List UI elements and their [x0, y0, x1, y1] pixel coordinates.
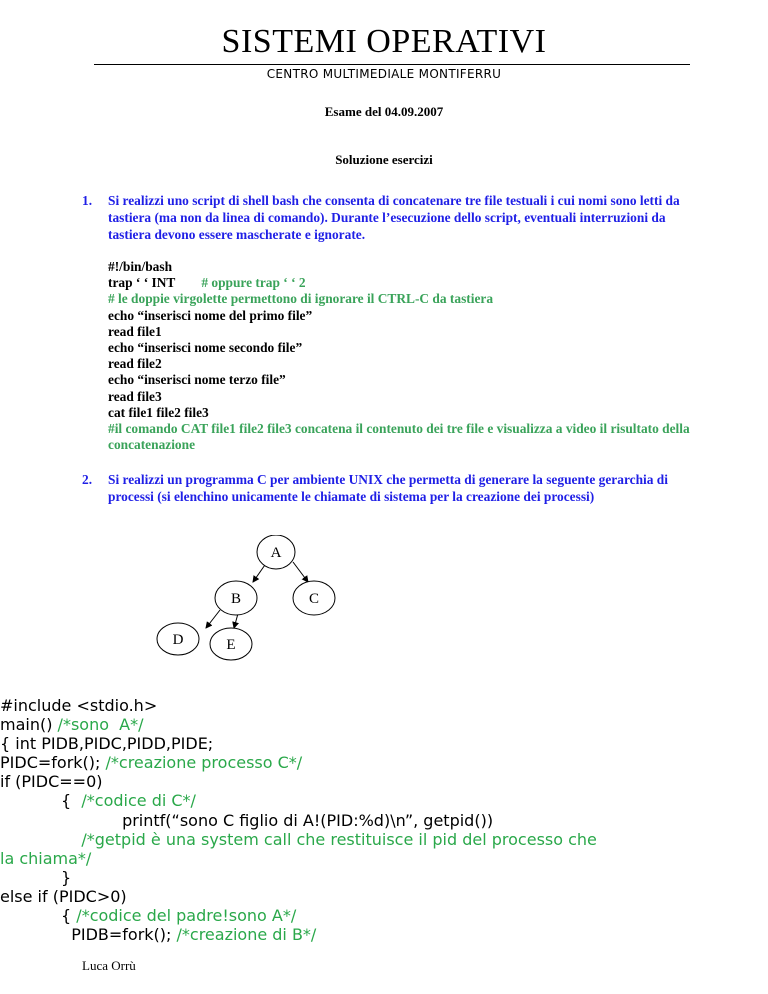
question-1 [82, 192, 690, 243]
code-line-12 [0, 906, 700, 925]
code-line-12-comment: /*codice del padre!sono A*/ [76, 906, 297, 926]
code-line-13 [0, 925, 700, 944]
code-line-1: #include <stdio.h> [0, 696, 158, 715]
page-subtitle: CENTRO MULTIMEDIALE MONTIFERRU [266, 67, 502, 81]
script-trap-line [108, 275, 698, 291]
node-c [293, 581, 335, 615]
code-line-5: if (PIDC==0) [0, 772, 103, 792]
process-tree [150, 535, 370, 665]
script-trap-cmd: trap ‘ ‘ INT [108, 275, 176, 291]
question-1-text: Si realizzi uno script di shell bash che consenta di concatenare tre file testuali i cui nomi sono letti da tastiera (ma non da linea di comando). Durante l’esecuzione dello script, eventuali interruzioni da tastiera devono essere mascherate e ignorate. [108, 193, 680, 242]
question-2 [82, 471, 690, 505]
code-line-4 [0, 753, 700, 772]
script-echo-2: echo “inserisci nome secondo file” [108, 340, 303, 356]
code-line-6-text: { [0, 791, 82, 811]
edge-a-c [293, 562, 308, 582]
code-line-7: printf(“sono C figlio di A!(PID:%d)\n”, getpid()) [0, 810, 494, 830]
title-underline [94, 64, 690, 65]
node-c-label: C [308, 591, 320, 607]
footer-author: Luca Orrù [82, 958, 136, 973]
script-trap-comment: # oppure trap ‘ ‘ 2 [201, 275, 306, 291]
code-line-12-text: { [0, 906, 77, 926]
node-d [157, 623, 199, 655]
code-line-3: { int PIDB,PIDC,PIDD,PIDE; [0, 734, 214, 754]
code-line-13-text: PIDB=fork(); [0, 925, 177, 945]
code-line-10: } [0, 867, 72, 887]
code-line-6-comment: /*codice di C*/ [81, 791, 196, 811]
code-line-2-comment: /*sono A*/ [57, 715, 144, 735]
page-title: SISTEMI OPERATIVI [221, 23, 547, 60]
node-a-label: A [270, 545, 282, 561]
node-e [210, 628, 252, 660]
node-d-label: D [172, 632, 184, 648]
code-line-13-comment: /*creazione di B*/ [176, 925, 317, 945]
code-line-4-comment: /*creazione processo C*/ [105, 753, 303, 773]
code-line-4-text: PIDC=fork(); [0, 753, 106, 773]
script-shebang: #!/bin/bash [108, 259, 173, 274]
solutions-title: Soluzione esercizi [335, 152, 433, 167]
code-line-2 [0, 715, 700, 734]
script-echo-1: echo “inserisci nome del primo file” [108, 307, 313, 323]
node-a [257, 535, 295, 569]
exam-date: Esame del 04.09.2007 [324, 104, 444, 119]
code-line-9: la chiama*/ [0, 848, 92, 868]
code-line-6 [0, 791, 700, 810]
code-line-8: /*getpid è una system call che restituisce il pid del processo che [0, 829, 597, 849]
script-comment-cat: #il comando CAT file1 file2 file3 concatena il contenuto dei tre file e visualizza a video il risultato della concatenazione [108, 421, 690, 453]
script-cat: cat file1 file2 file3 [108, 404, 209, 420]
node-e-label: E [226, 637, 236, 653]
bash-script [108, 259, 698, 453]
node-b-label: B [230, 591, 242, 607]
node-b [215, 581, 257, 615]
code-line-2-text: main() [0, 715, 58, 735]
c-code [0, 696, 700, 944]
question-2-number: 2. [82, 472, 93, 487]
script-read-3: read file3 [108, 388, 162, 404]
script-echo-3: echo “inserisci nome terzo file” [108, 372, 286, 388]
code-line-11: else if (PIDC>0) [0, 886, 127, 906]
question-1-number: 1. [82, 193, 93, 208]
script-read-1: read file1 [108, 323, 162, 339]
edge-b-d [206, 610, 220, 628]
script-comment-ctrlc: # le doppie virgolette permettono di ignorare il CTRL-C da tastiera [108, 291, 494, 307]
script-read-2: read file2 [108, 356, 162, 372]
question-2-text: Si realizzi un programma C per ambiente UNIX che permetta di generare la seguente gerarchia di processi (si elenchino unicamente le chiamate di sistema per la creazione dei processi) [108, 472, 668, 504]
